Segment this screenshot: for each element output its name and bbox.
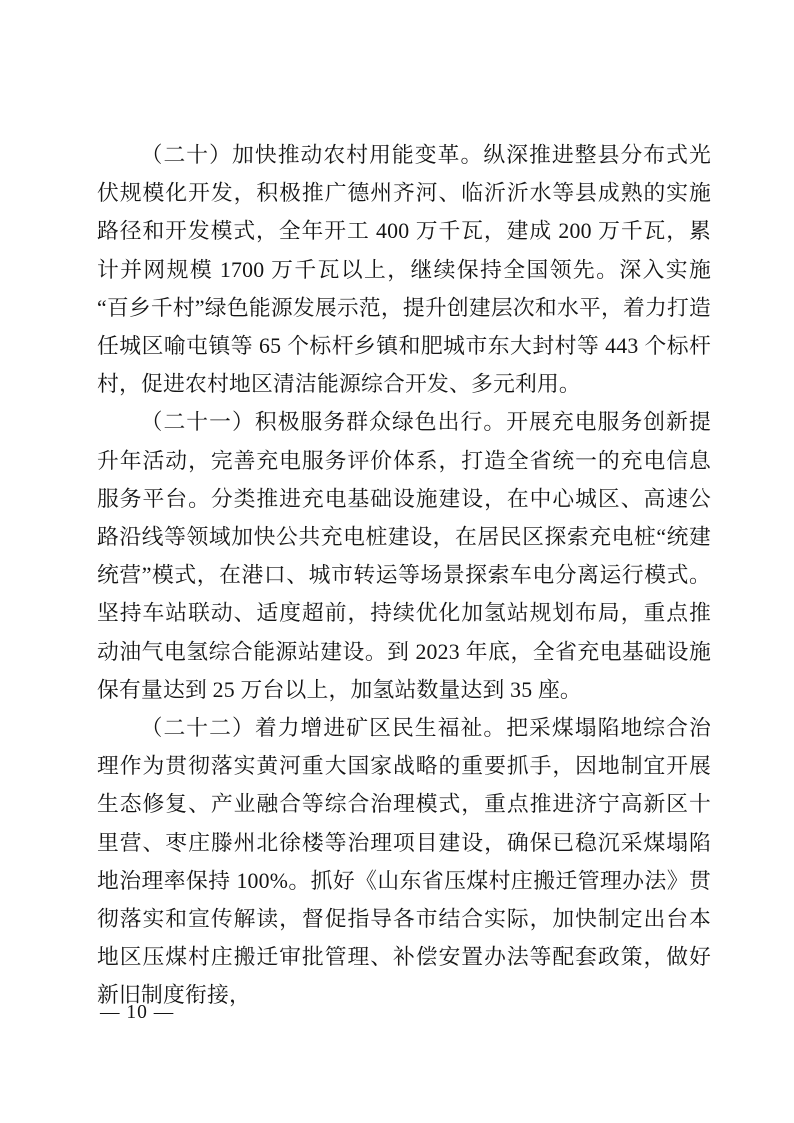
paragraph-21-heading: （二十一）积极服务群众绿色出行。 xyxy=(140,410,507,435)
paragraph-20-heading: （二十）加快推动农村用能变革。 xyxy=(140,143,484,167)
document-text-block xyxy=(97,136,711,1015)
paragraph-21-body: 开展充电服务创新提升年活动，完善充电服务评价体系，打造全省统一的充电信息服务平台。分类推进充电基础设施建设，在中心城区、高速公路沿线等领域加快公共充电桩建设，在居民区探索充电桩“统建统营”模式，在港口、城市转运等场景探索车电分离运行模式。坚持车站联动、适度超前，持续优化加氢站规划布局，重点推动油气电氢综合能源站建设。到 2023 年底，全省充电基础设施保有量达到 25 万台以上，加氢站数量达到 35 座。 xyxy=(97,410,711,702)
page-number: — 10 — xyxy=(100,1002,175,1023)
paragraph-20-body: 纵深推进整县分布式光伏规模化开发，积极推广德州齐河、临沂沂水等县成熟的实施路径和开发模式，全年开工 400 万千瓦，建成 200 万千瓦，累计并网规模 1700 万千瓦以上，继续保持全国领先。深入实施“百乡千村”绿色能源发展示范，提升创建层次和水平，着力打造任城区喻屯镇等 65 个标杆乡镇和肥城市东大封村等 443 个标杆村，促进农村地区清洁能源综合开发、多元利用。 xyxy=(97,143,711,397)
paragraph-item-20 xyxy=(97,136,711,403)
paragraph-item-21 xyxy=(97,403,711,709)
paragraph-22-body: 把采煤塌陷地综合治理作为贯彻落实黄河重大国家战略的重要抓手，因地制宜开展生态修复、产业融合等综合治理模式，重点推进济宁高新区十里营、枣庄滕州北徐楼等治理项目建设，确保已稳沉采煤塌陷地治理率保持 100%。抓好《山东省压煤村庄搬迁管理办法》贯彻落实和宣传解读，督促指导各市结合实际，加快制定出台本地区压煤村庄搬迁审批管理、补偿安置办法等配套政策，做好新旧制度衔接， xyxy=(97,716,711,1008)
paragraph-22-heading: （二十二）着力增进矿区民生福祉。 xyxy=(140,716,507,741)
paragraph-item-22 xyxy=(97,709,711,1015)
